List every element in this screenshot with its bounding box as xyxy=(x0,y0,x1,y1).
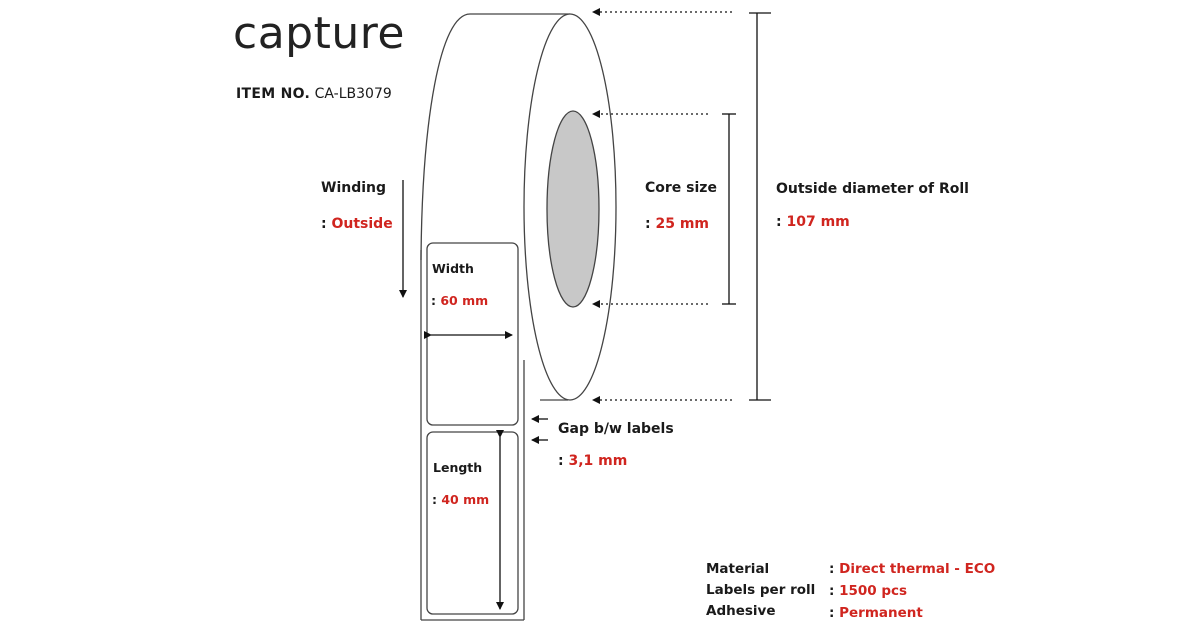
width-label: Width xyxy=(432,261,474,276)
outside-diameter-value: 107 mm xyxy=(786,214,850,230)
width-value-row: : 60 mm xyxy=(431,293,489,308)
item-number-label: ITEM NO. xyxy=(236,86,311,102)
length-label: Length xyxy=(433,460,483,475)
length-value-row: : 40 mm xyxy=(432,492,490,507)
width-value: 60 mm xyxy=(440,293,489,308)
spec-value-row-labels-per-roll: : 1500 pcs xyxy=(829,583,908,599)
item-number xyxy=(236,86,392,102)
spec-label-adhesive: Adhesive xyxy=(706,603,776,619)
spec-label-labels-per-roll: Labels per roll xyxy=(706,582,816,598)
spec-value-row-adhesive: : Permanent xyxy=(829,605,923,621)
outside-diameter-value-row: : 107 mm xyxy=(776,214,850,230)
gap-value: 3,1 mm xyxy=(568,453,628,469)
spec-value-labels-per-roll: 1500 pcs xyxy=(839,583,908,599)
item-number-value: CA-LB3079 xyxy=(314,86,392,102)
gap-value-row: : 3,1 mm xyxy=(558,453,628,469)
spec-value-row-material: : Direct thermal - ECO xyxy=(829,561,996,577)
roll-core xyxy=(547,111,599,307)
outside-diameter-dimension xyxy=(593,12,771,400)
gap-label: Gap b/w labels xyxy=(558,421,674,437)
roll-left-edge xyxy=(421,14,470,260)
brand-logo: capture xyxy=(233,8,405,59)
spec-value-adhesive: Permanent xyxy=(839,605,923,621)
outside-diameter-label: Outside diameter of Roll xyxy=(776,181,969,197)
winding-label: Winding xyxy=(321,180,387,196)
spec-label-material: Material xyxy=(706,561,770,577)
core-size-value-row: : 25 mm xyxy=(645,216,710,232)
length-value: 40 mm xyxy=(441,492,490,507)
winding-value-row: : Outside xyxy=(321,216,393,232)
core-size-label: Core size xyxy=(645,180,717,196)
core-size-value: 25 mm xyxy=(655,216,710,232)
spec-value-material: Direct thermal - ECO xyxy=(839,561,996,577)
winding-value: Outside xyxy=(331,216,393,232)
